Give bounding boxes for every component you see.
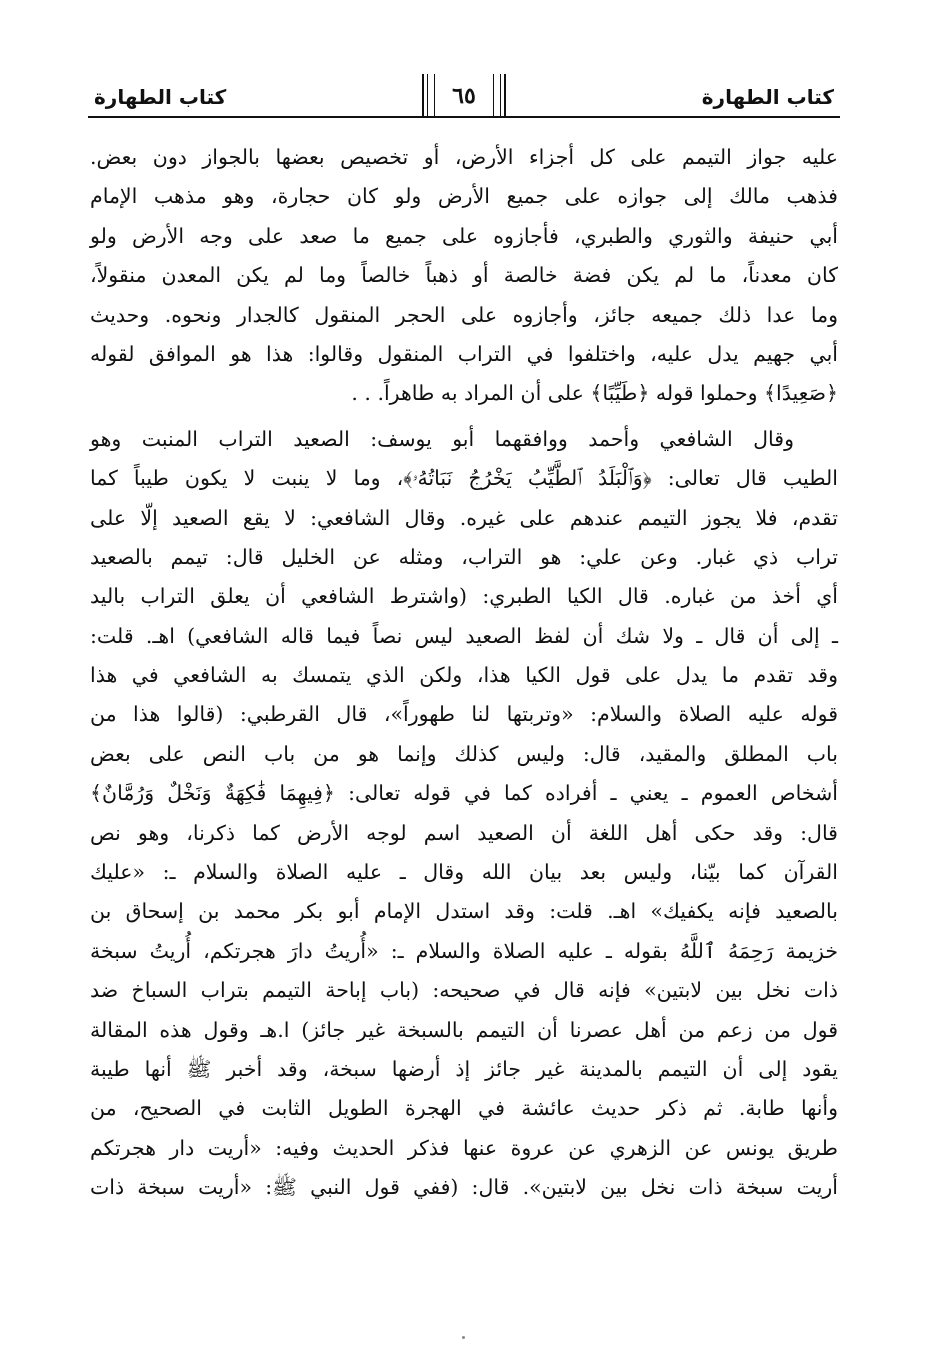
- header-rule: [88, 116, 840, 118]
- text-line: الطيب قال تعالى: ﴿وَٱلْبَلَدُ ٱلطَّيِّبُ يَخْرُجُ نَبَاتُهُۥ﴾، وما لا ينبت لا يكون طيباً كما: [90, 466, 838, 491]
- text-line: قوله عليه الصلاة والسلام: «وتربتها لنا طهوراً»، قال القرطبي: (قالوا هذا من: [90, 702, 838, 727]
- page-header: [88, 78, 840, 122]
- text-line: أشخاص العموم ـ يعني ـ أفراده كما في قوله تعالى: ﴿فِيهِمَا فَٰكِهَةٌ وَنَخْلٌ وَرُمَّانٌ﴾: [90, 781, 838, 806]
- text-line: فذهب مالك إلى جوازه على جميع الأرض ولو كان حجارة، وهو مذهب الإمام: [90, 184, 838, 209]
- text-line: قول من زعم من أهل عصرنا أن التيمم بالسبخة غير جائز) ا.هـ وقول هذه المقالة: [90, 1017, 838, 1042]
- text-line: ذات نخل بين لابتين» فإنه قال في صحيحه: (باب إباحة التيمم بتراب السباخ ضد: [90, 978, 838, 1003]
- scan-speck: [462, 1336, 465, 1339]
- text-line: ﴿صَعِيدًا﴾ وحملوا قوله ﴿طَيِّبًا﴾ على أن المراد به طاهراً. . .: [351, 381, 838, 406]
- text-line: قال: وقد حكى أهل اللغة أن الصعيد اسم لوجه الأرض كما ذكرنا، وهو نص: [90, 820, 838, 845]
- paragraph-2: [90, 420, 838, 1208]
- text-line: القرآن كما بيّنا، وليس بعد بيان الله وقال ـ عليه الصلاة والسلام ـ: «عليك: [90, 860, 838, 885]
- text-line: وأنها طابة. ثم ذكر حديث عائشة في الهجرة الطويل الثابت في الصحيح، من: [90, 1096, 838, 1121]
- running-title-left: كتاب الطهارة: [94, 85, 227, 109]
- text-line: تقدم، فلا يجوز التيمم عندهم على غيره. وقال الشافعي: لا يقع الصعيد إلّا على: [90, 505, 838, 530]
- text-line: تراب ذي غبار. وعن علي: هو التراب، ومثله عن الخليل قال: تيمم بالصعيد: [90, 544, 838, 569]
- text-line: أي أخذ من غباره. قال الكيا الطبري: (واشترط الشافعي أن يعلق التراب باليد: [90, 584, 838, 609]
- text-line: وقد تقدم ما يدل على قول الكيا هذا، ولكن الذي يتمسك به الشافعي في هذا: [90, 663, 838, 688]
- paragraph-1: [90, 138, 838, 414]
- text-line: طريق يونس عن الزهري عن عروة عنها فذكر الحديث وفيه: «أريت دار هجرتكم: [90, 1135, 838, 1160]
- text-line: كان معدناً، ما لم يكن فضة خالصة أو ذهباً خالصاً وما لم يكن المعدن منقولاً،: [90, 263, 838, 288]
- running-title-right: كتاب الطهارة: [701, 85, 834, 109]
- text-line: أبي جهيم يدل عليه، واختلفوا في التراب المنقول وقالوا: هذا هو الموافق لقوله: [90, 341, 838, 366]
- page-number: ٦٥: [452, 83, 476, 109]
- text-line: أريت سبخة ذات نخل بين لابتين». قال: (ففي قول النبي ﷺ: «أريت سبخة ذات: [90, 1175, 838, 1200]
- text-line: خزيمة رَحِمَهُ ٱللَّهُ بقوله ـ عليه الصلاة والسلام ـ: «أُريتُ دارَ هجرتكم، أُريتُ سبخة: [90, 938, 838, 963]
- body-text: [90, 138, 838, 1208]
- text-line: باب المطلق والمقيد، قال: وليس كذلك وإنما هو من باب النص على بعض: [90, 741, 838, 766]
- text-line: يقود إلى أن التيمم بالمدينة غير جائز إذ أرضها سبخة، وقد أخبر ﷺ أنها طيبة: [90, 1056, 838, 1081]
- text-line: عليه جواز التيمم على كل أجزاء الأرض، أو تخصيص بعضها بالجواز دون بعض.: [90, 145, 838, 169]
- page-number-frame: [422, 74, 506, 118]
- text-line: بالصعيد فإنه يكفيك» اهـ. قلت: وقد استدل الإمام أبو بكر محمد بن إسحاق بن: [90, 899, 838, 924]
- text-line: أبي حنيفة والثوري والطبري، فأجازوه على جميع ما صعد على وجه الأرض ولو: [90, 223, 838, 248]
- text-line: ـ إلى أن قال ـ ولا شك أن لفظ الصعيد ليس نصاً فيما قاله الشافعي) اهـ. قلت:: [90, 623, 838, 648]
- text-line: وما عدا ذلك جميعه جائز، وأجازوه على الحجر المنقول كالجدار ونحوه. وحديث: [90, 302, 838, 327]
- text-line: وقال الشافعي وأحمد ووافقهما أبو يوسف: الصعيد التراب المنبت وهو: [90, 426, 794, 451]
